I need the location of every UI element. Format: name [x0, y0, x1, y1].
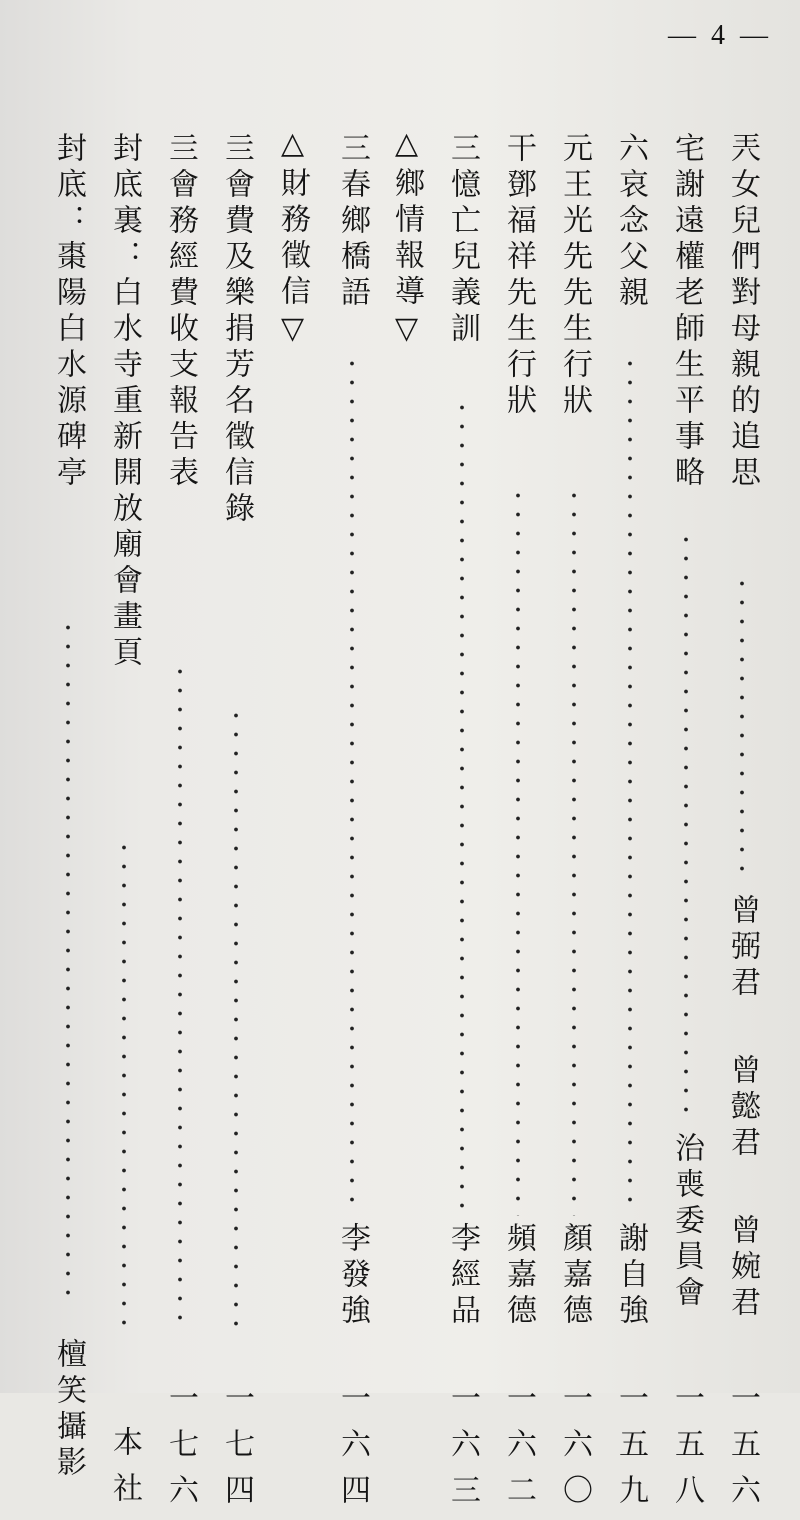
dot-leader	[683, 530, 689, 1120]
toc-entry-page: 一五九	[613, 1382, 648, 1520]
dot-leader	[515, 486, 521, 1216]
toc-entry	[720, 132, 764, 1520]
toc-entry-page: 一五八	[669, 1382, 704, 1520]
toc-entry-title: 干鄧福祥先生行狀	[501, 132, 536, 420]
page-number: — 4 —	[668, 20, 772, 51]
toc-entry-title: 六哀念父親	[613, 132, 648, 312]
toc-entry-page: 檀笑攝影	[51, 1338, 86, 1482]
dot-leader	[571, 486, 577, 1216]
dot-leader	[627, 354, 633, 1216]
toc-entry	[158, 132, 202, 1520]
toc-entry	[552, 132, 596, 1520]
toc-entry-author: 曾懿君	[725, 1054, 760, 1162]
toc-entry-page: 一六三	[445, 1382, 480, 1520]
toc-entry-page: 一六〇	[557, 1382, 592, 1520]
toc-entry	[440, 132, 484, 1520]
dot-leader	[739, 574, 745, 884]
toc-entry-title: 亖會務經費收支報告表	[163, 132, 198, 492]
toc-entry-title: 元王光先先生行狀	[557, 132, 592, 420]
toc-entry-page: 一六四	[335, 1382, 370, 1520]
section-heading-finance: △財務徵信▽	[275, 126, 310, 352]
dot-leader	[121, 838, 127, 1328]
toc-entry	[46, 132, 90, 1482]
dot-leader	[233, 706, 239, 1326]
toc-entry-title: 封底：棗陽白水源碑亭	[51, 132, 86, 492]
toc-entry	[664, 132, 708, 1520]
toc-entry-title: 宅謝遠權老師生平事略	[669, 132, 704, 492]
dot-leader	[65, 618, 71, 1298]
toc-entry-author: 治喪委員會	[669, 1132, 704, 1312]
dot-leader	[349, 354, 355, 1216]
toc-entry-page: 一七四	[219, 1382, 254, 1520]
toc-entry-author: 李經品	[445, 1222, 480, 1330]
toc-entry-page: 本社	[107, 1426, 142, 1518]
toc-entry-page: 一七六	[163, 1382, 198, 1520]
toc-entry-page: 一五六	[725, 1382, 760, 1520]
toc-entry	[496, 132, 540, 1520]
toc-entry-title: 亖會費及樂捐芳名徵信錄	[219, 132, 254, 528]
toc-entry	[214, 132, 258, 1520]
toc-entry	[608, 132, 652, 1520]
toc-entry-page: 一六二	[501, 1382, 536, 1520]
toc-entry	[102, 132, 146, 1518]
toc-entry	[330, 132, 374, 1520]
toc-entry-title: 三憶亡兒義訓	[445, 132, 480, 348]
toc-entry-author: 曾婉君	[725, 1214, 760, 1322]
toc-entry-author: 頻嘉德	[501, 1222, 536, 1330]
toc-entry-author: 謝自強	[613, 1222, 648, 1330]
toc-entry-title: 封底裏：白水寺重新開放廟會畫頁	[107, 132, 142, 672]
toc-entry-author: 曾弼君	[725, 894, 760, 1002]
dot-leader	[459, 398, 465, 1216]
toc-entry-title: 三春鄉橋語	[335, 132, 370, 312]
toc-entry-title: 兲女兒們對母親的追思	[725, 132, 760, 492]
section-heading-local-news: △鄉情報導▽	[389, 126, 424, 352]
dot-leader	[177, 662, 183, 1326]
toc-entry-author: 李發強	[335, 1222, 370, 1330]
toc-entry-author: 顏嘉德	[557, 1222, 592, 1330]
